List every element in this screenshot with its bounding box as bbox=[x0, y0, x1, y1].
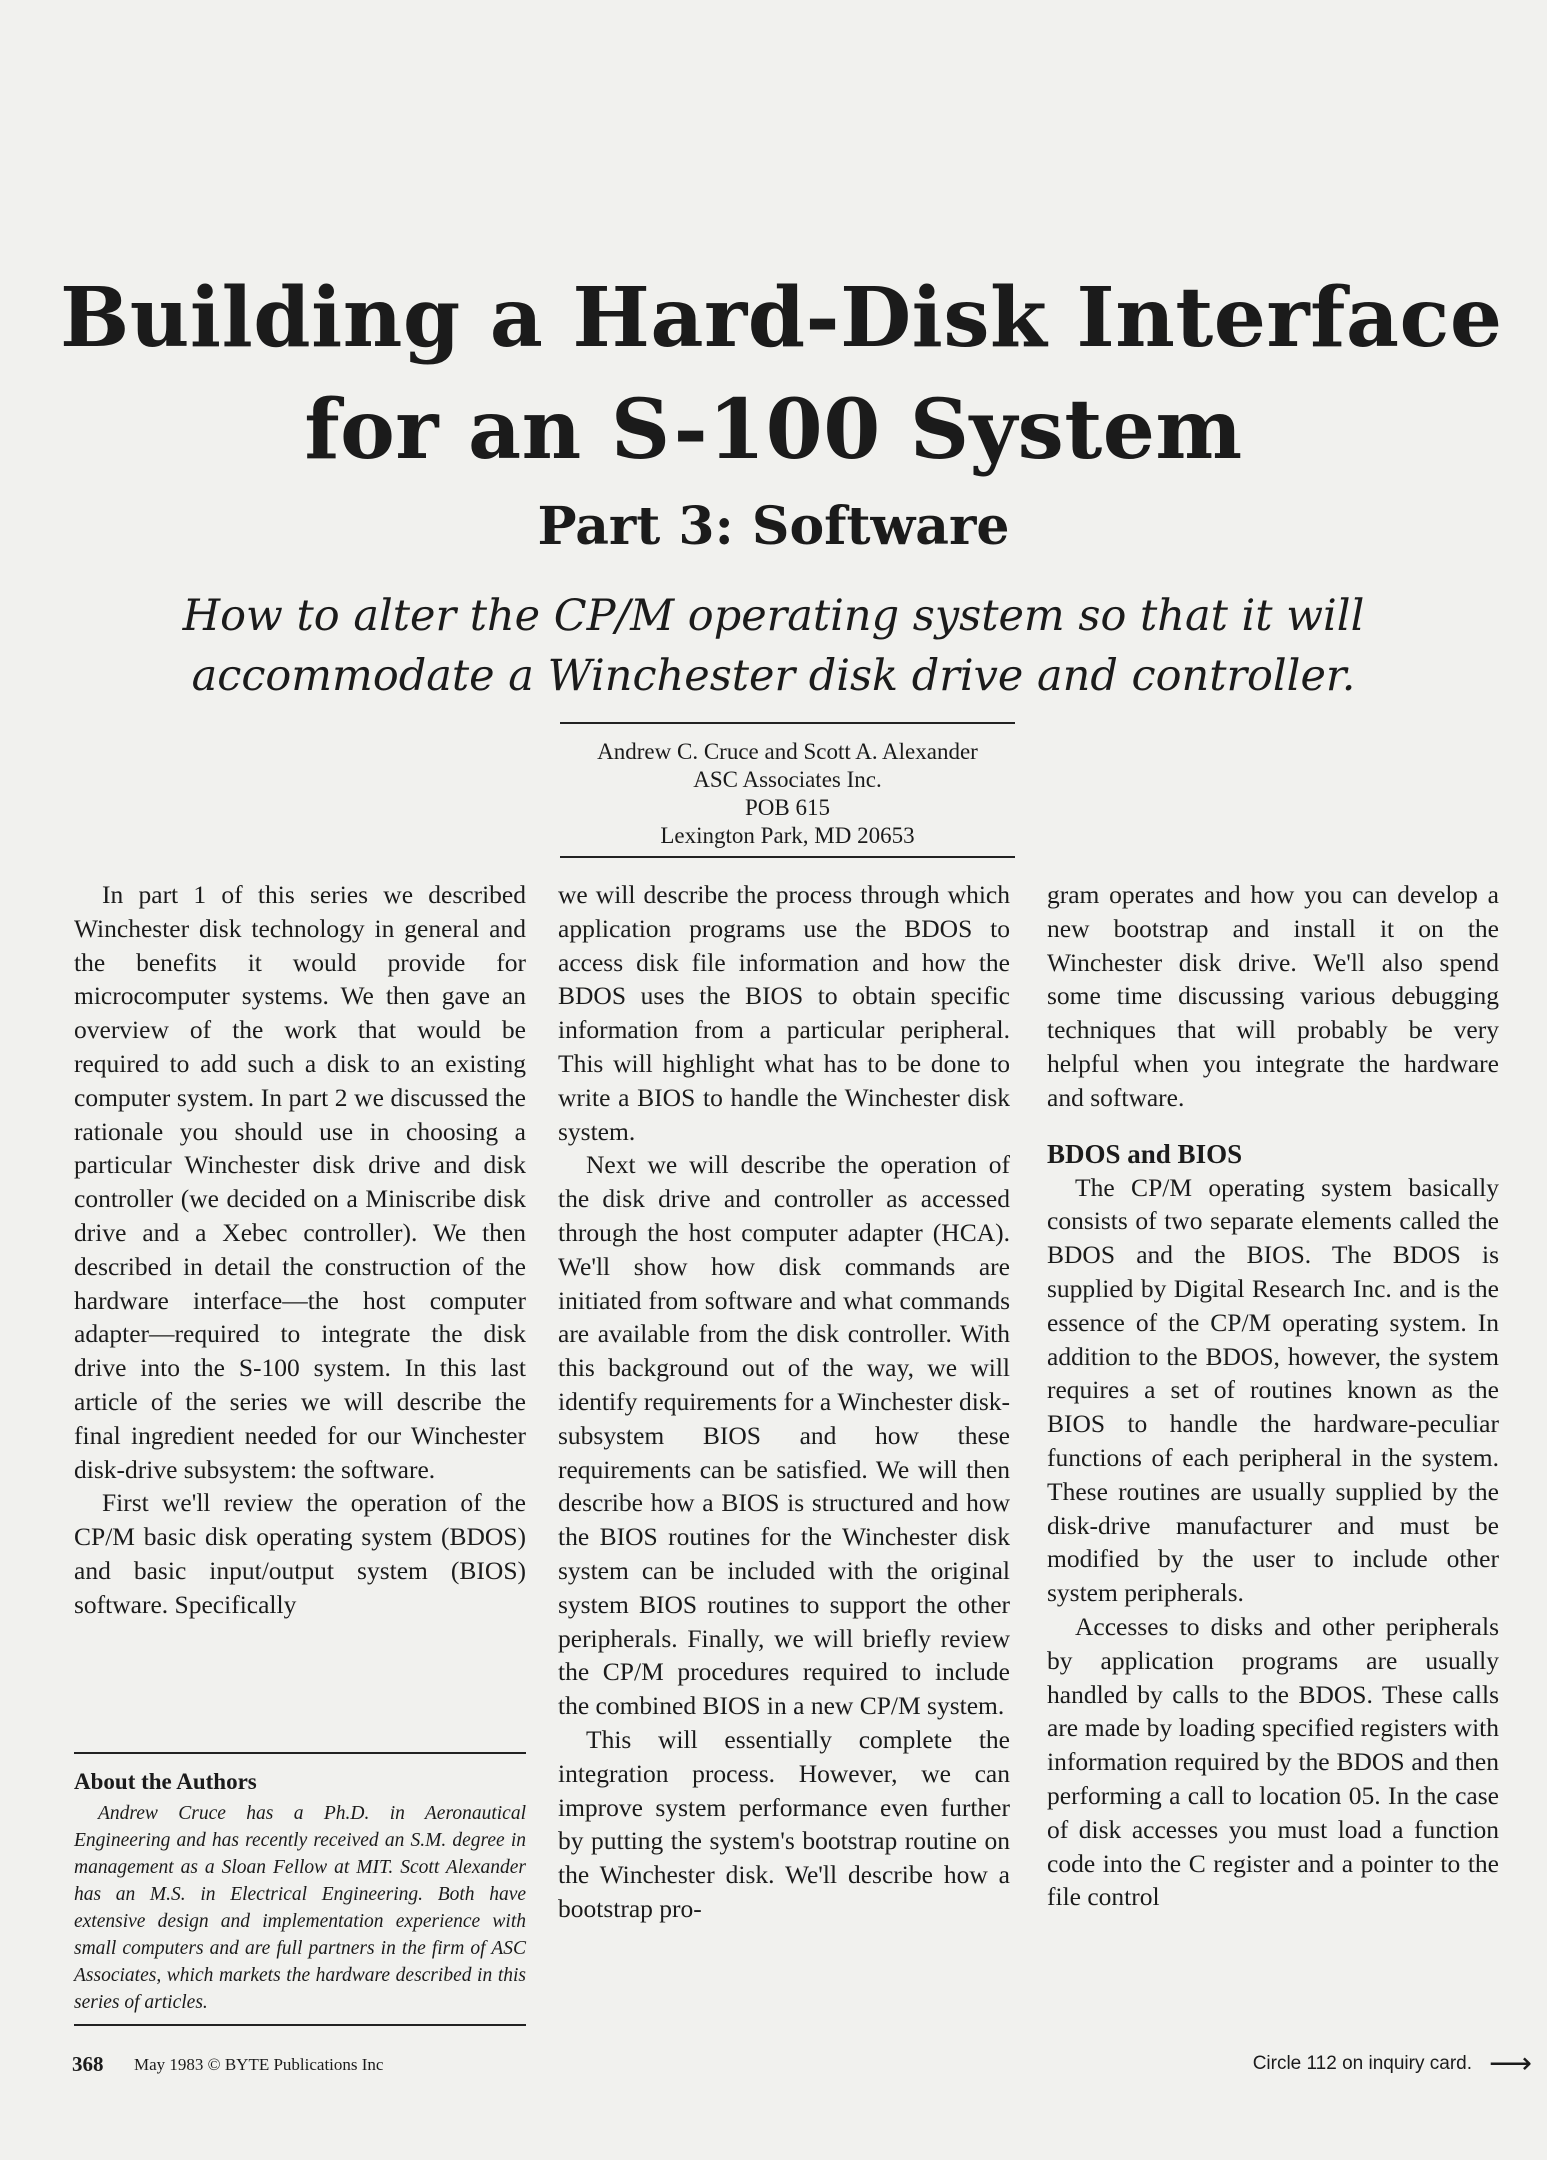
article-column-3 bbox=[1047, 878, 1499, 1914]
about-the-authors-box bbox=[74, 1752, 526, 2026]
title-line-2: for an S-100 System bbox=[304, 382, 1243, 478]
page-footer bbox=[72, 2047, 1532, 2086]
byline bbox=[560, 722, 1015, 858]
deck-line-1: How to alter the CP/M operating system so that it will bbox=[182, 591, 1365, 641]
publication-credit: May 1983 © BYTE Publications Inc bbox=[134, 2055, 384, 2074]
paragraph: we will describe the process through which application programs use the BDOS to access disk file information and how the BDOS uses the BIOS to obtain specific information from a particular peripheral. This will highlight what has to be done to write a BIOS to handle the Winchester disk system. bbox=[558, 880, 1010, 1146]
article-title bbox=[60, 262, 1503, 486]
page-number: 368 bbox=[72, 2052, 104, 2076]
paragraph: In part 1 of this series we described Winchester disk technology in general and the benefits it would provide for microcomputer systems. We then gave an overview of the work that would be required to add such a disk to an existing computer system. In part 2 we discussed the rationale you should use in choosing a particular Winchester disk drive and disk controller (we decided on a Miniscribe disk drive and a Xebec controller). We then described in detail the construction of the hardware interface—the host computer adapter—required to integrate the disk drive into the S-100 system. In this last article of the series we will describe the final ingredient needed for our Winchester disk-drive subsystem: the software. bbox=[74, 880, 526, 1484]
byline-company: ASC Associates Inc. bbox=[693, 767, 882, 792]
article-column-2 bbox=[558, 878, 1010, 1926]
inquiry-note: Circle 112 on inquiry card. bbox=[1252, 2053, 1472, 2074]
deck-line-2: accommodate a Winchester disk drive and controller. bbox=[191, 651, 1356, 701]
about-text: Andrew Cruce has a Ph.D. in Aeronautical Engineering and has recently received an S.M. degree in management as a Sloan Fellow at MIT. Scott Alexander has an M.S. in Electrical Engineering. Both have extensive design and implementation experience with small computers and are full partners in the firm of ASC Associates, which markets the hardware described in this series of articles. bbox=[74, 1803, 526, 2013]
paragraph: This will essentially complete the integration process. However, we can improve system performance even further by putting the system's bootstrap routine on the Winchester disk. We'll describe how a bootstrap pro- bbox=[558, 1724, 1010, 1923]
section-heading: BDOS and BIOS bbox=[1047, 1138, 1243, 1169]
byline-authors: Andrew C. Cruce and Scott A. Alexander bbox=[597, 739, 978, 764]
title-line-1: Building a Hard-Disk Interface bbox=[60, 270, 1503, 366]
paragraph: The CP/M operating system basically consists of two separate elements called the BDOS and the BIOS. The BDOS is supplied by Digital Research Inc. and is the essence of the CP/M operating system. In addition to the BDOS, however, the system requires a set of routines known as the BIOS to handle the hardware-peculiar functions of each peripheral in the system. These routines are usually supplied by the disk-drive manufacturer and must be modified by the user to include other system peripherals. bbox=[1047, 1172, 1499, 1608]
article-subtitle: Part 3: Software bbox=[537, 496, 1010, 557]
paragraph: gram operates and how you can develop a new bootstrap and install it on the Winchester disk drive. We'll also spend some time discussing various debugging techniques that will probably be very helpful when you integrate the hardware and software. bbox=[1047, 880, 1499, 1112]
article-deck bbox=[80, 586, 1467, 706]
byline-city: Lexington Park, MD 20653 bbox=[660, 823, 915, 848]
paragraph: Accesses to disks and other peripherals by application programs are usually handled by calls to the BDOS. These calls are made by loading specified registers with information required by the BDOS and then performing a call to location 05. In the case of disk accesses you must load a function code into the C register and a pointer to the file control bbox=[1047, 1611, 1499, 1912]
article-column-1 bbox=[74, 878, 526, 1622]
paragraph: First we'll review the operation of the CP/M basic disk operating system (BDOS) and basic input/output system (BIOS) software. Specifically bbox=[74, 1488, 526, 1619]
about-heading: About the Authors bbox=[74, 1769, 257, 1794]
paragraph: Next we will describe the operation of the disk drive and controller as accessed through the host computer adapter (HCA). We'll show how disk commands are initiated from software and what commands are available from the disk controller. With this background out of the way, we will identify requirements for a Winchester disk-subsystem BIOS and how these requirements can be satisfied. We will then describe how a BIOS is structured and how the BIOS routines for the Winchester disk system can be included with the original system BIOS routines to support the other peripherals. Finally, we will briefly review the CP/M procedures required to include the combined BIOS in a new CP/M system. bbox=[558, 1150, 1010, 1721]
right-arrow-icon: ⟶ bbox=[1488, 2047, 1532, 2080]
byline-pob: POB 615 bbox=[745, 795, 830, 820]
